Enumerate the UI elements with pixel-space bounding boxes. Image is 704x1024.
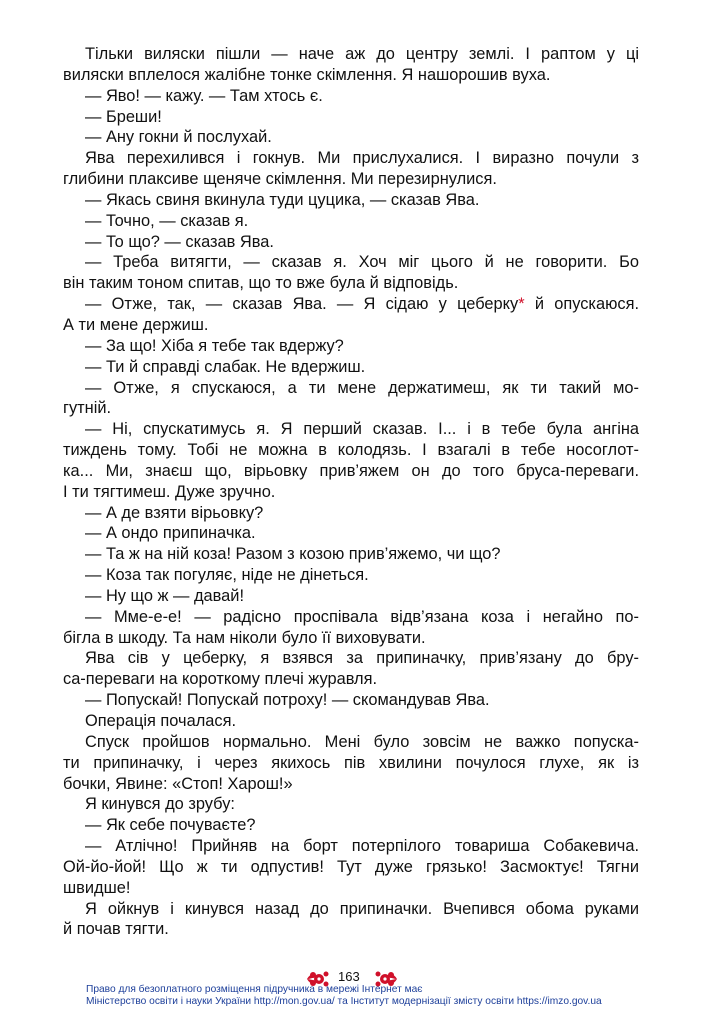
text-line [63, 565, 639, 586]
line-text: — Ти й справді слабак. Не вдержиш. [85, 357, 366, 376]
line-text: Ой-йо-йой! Що ж ти одпустив! Тут дуже грязько! Засмоктує! Тягни [63, 857, 639, 876]
paragraph [63, 107, 639, 128]
line-text: Я ойкнув і кинувся назад до припиначки. Вчепився обома руками [85, 899, 639, 918]
line-text: Ява сів у цеберку, я взявся за припиначку, прив’язану до бру- [85, 649, 639, 668]
text-line [63, 211, 639, 232]
line-text: Спуск пройшов нормально. Мені було зовсім не важко попуска- [85, 732, 639, 751]
line-text: — Якась свиня вкинула туди цуцика, — сказав Ява. [85, 190, 480, 209]
text-line [63, 273, 639, 294]
text-line [63, 544, 639, 565]
line-text-tail: й опускаюся. [524, 295, 639, 314]
line-text: А ти мене держиш. [63, 315, 209, 334]
text-line [63, 482, 639, 503]
line-text: Операція почалася. [85, 712, 237, 730]
copyright-line-1: Право для безоплатного розміщення підручника в мережі Інтернет має [86, 984, 423, 995]
text-line [63, 169, 639, 190]
paragraph [63, 378, 639, 420]
line-text: — Точно, — сказав я. [85, 211, 249, 230]
text-line [63, 607, 639, 628]
line-text: — Попускай! Попускай потроху! — скомандував Ява. [85, 691, 490, 710]
footnote-asterisk: * [518, 295, 525, 314]
paragraph [63, 127, 639, 148]
line-text: ти припиначку, і через якихось пів хвилини почулося глухе, як із [63, 753, 639, 772]
paragraph [63, 815, 639, 836]
page-number: 163 [338, 969, 360, 984]
line-text: — То що? — сказав Ява. [85, 232, 274, 251]
text-line [63, 107, 639, 128]
line-text: тиждень тому. Тобі не можна в колодязь. І взагалі в тебе носоглот- [63, 441, 639, 460]
text-line [63, 127, 639, 148]
line-text: — Атлічно! Прийняв на борт потерпілого товариша Собакевича. [85, 837, 639, 856]
paragraph [63, 565, 639, 586]
text-line [63, 503, 639, 524]
paragraph [63, 252, 639, 294]
paragraph [63, 86, 639, 107]
text-line [63, 878, 639, 899]
text-line [63, 378, 639, 399]
line-text: Я кинувся до зрубу: [85, 795, 235, 814]
text-line [63, 232, 639, 253]
copyright-line-2: Міністерство освіти і науки України http://mon.gov.ua/ та Інститут модернізації змісту освіти https://imzo.gov.ua [86, 996, 602, 1007]
text-line [63, 523, 639, 544]
paragraph [63, 648, 639, 690]
text-line [63, 336, 639, 357]
line-text: ка... Ми, знаєш що, вірьовку прив’яжем он до того бруса-переваги. [63, 461, 639, 480]
text-line [63, 774, 639, 795]
line-text: й почав тягти. [63, 920, 169, 939]
text-line [63, 586, 639, 607]
page-body [63, 44, 639, 940]
text-line [63, 648, 639, 669]
line-text: — Ану гокни й послухай. [85, 128, 272, 147]
line-text: са-переваги на короткому плечі журавля. [63, 670, 378, 689]
paragraph [63, 419, 639, 502]
text-line [63, 419, 639, 440]
text-line [63, 815, 639, 836]
line-text: — Бреши! [85, 107, 162, 126]
line-text: — А де взяти вірьовку? [85, 503, 264, 522]
paragraph [63, 232, 639, 253]
paragraph [63, 899, 639, 941]
paragraph [63, 690, 639, 711]
line-text: І ти тягтимеш. Дуже зручно. [63, 482, 276, 501]
line-text: — Коза так погуляє, ніде не дінеться. [85, 566, 369, 585]
text-line [63, 86, 639, 107]
line-text: швидше! [63, 878, 131, 897]
line-text: — Мме-е-е! — радісно проспівала відв’язана коза і негайно по- [85, 607, 639, 626]
paragraph [63, 607, 639, 649]
line-text: — Та ж на ній коза! Разом з козою прив’яжемо, чи що? [85, 545, 501, 564]
paragraph [63, 586, 639, 607]
line-text: Тільки виляски пішли — наче аж до центру землі. І раптом у ці [85, 45, 639, 63]
text-line [63, 252, 639, 273]
text-line [63, 732, 639, 753]
text-line [63, 899, 639, 920]
line-text: — Треба витягти, — сказав я. Хоч міг цього й не говорити. Бо [85, 253, 639, 272]
text-line [63, 690, 639, 711]
paragraph [63, 794, 639, 815]
paragraph [63, 836, 639, 899]
line-text: — А ондо припиначка. [85, 524, 256, 543]
text-line [63, 294, 639, 315]
line-text: виляски вплелося жалібне тонке скімлення. Я нашорошив вуха. [63, 65, 551, 84]
line-text: бігла в шкоду. Та нам ніколи було її виховувати. [63, 628, 426, 647]
text-line [63, 357, 639, 378]
line-text: — Отже, так, — сказав Ява. — Я сідаю у цеберку [85, 295, 519, 314]
text-line [63, 919, 639, 940]
text-line [63, 148, 639, 169]
line-text: глибини плаксиве щеняче скімлення. Ми перезирнулися. [63, 170, 497, 189]
paragraph [63, 336, 639, 357]
text-line [63, 440, 639, 461]
text-line [63, 711, 639, 732]
paragraph [63, 190, 639, 211]
text-line [63, 461, 639, 482]
paragraph [63, 294, 639, 336]
line-text: Ява перехилився і гокнув. Ми прислухалися. І виразно почули з [85, 149, 639, 168]
paragraph [63, 732, 639, 795]
text-line [63, 753, 639, 774]
text-line [63, 836, 639, 857]
line-text: гутній. [63, 399, 112, 418]
line-text: бочки, Явине: «Стоп! Харош!» [63, 774, 293, 793]
text-line [63, 190, 639, 211]
line-text: — Як себе почуваєте? [85, 816, 256, 835]
text-line [63, 857, 639, 878]
paragraph [63, 44, 639, 86]
text-line [63, 398, 639, 419]
paragraph [63, 711, 639, 732]
paragraph [63, 357, 639, 378]
paragraph [63, 503, 639, 524]
text-line [63, 794, 639, 815]
line-text: — Ну що ж — давай! [85, 586, 244, 605]
line-text: — Яво! — кажу. — Там хтось є. [85, 86, 323, 105]
paragraph [63, 211, 639, 232]
line-text: він таким тоном спитав, що то вже була й відповідь. [63, 274, 459, 293]
paragraph [63, 544, 639, 565]
text-line [63, 628, 639, 649]
text-line [63, 669, 639, 690]
line-text: — Ні, спускатимусь я. Я перший сказав. І... і в тебе була ангіна [85, 420, 639, 439]
paragraph [63, 148, 639, 190]
line-text: — Отже, я спускаюся, а ти мене держатимеш, як ти такий мо- [85, 378, 639, 397]
text-line [63, 315, 639, 336]
paragraph [63, 523, 639, 544]
text-line [63, 65, 639, 86]
line-text: — За що! Хіба я тебе так вдержу? [85, 336, 344, 355]
text-line [63, 44, 639, 65]
